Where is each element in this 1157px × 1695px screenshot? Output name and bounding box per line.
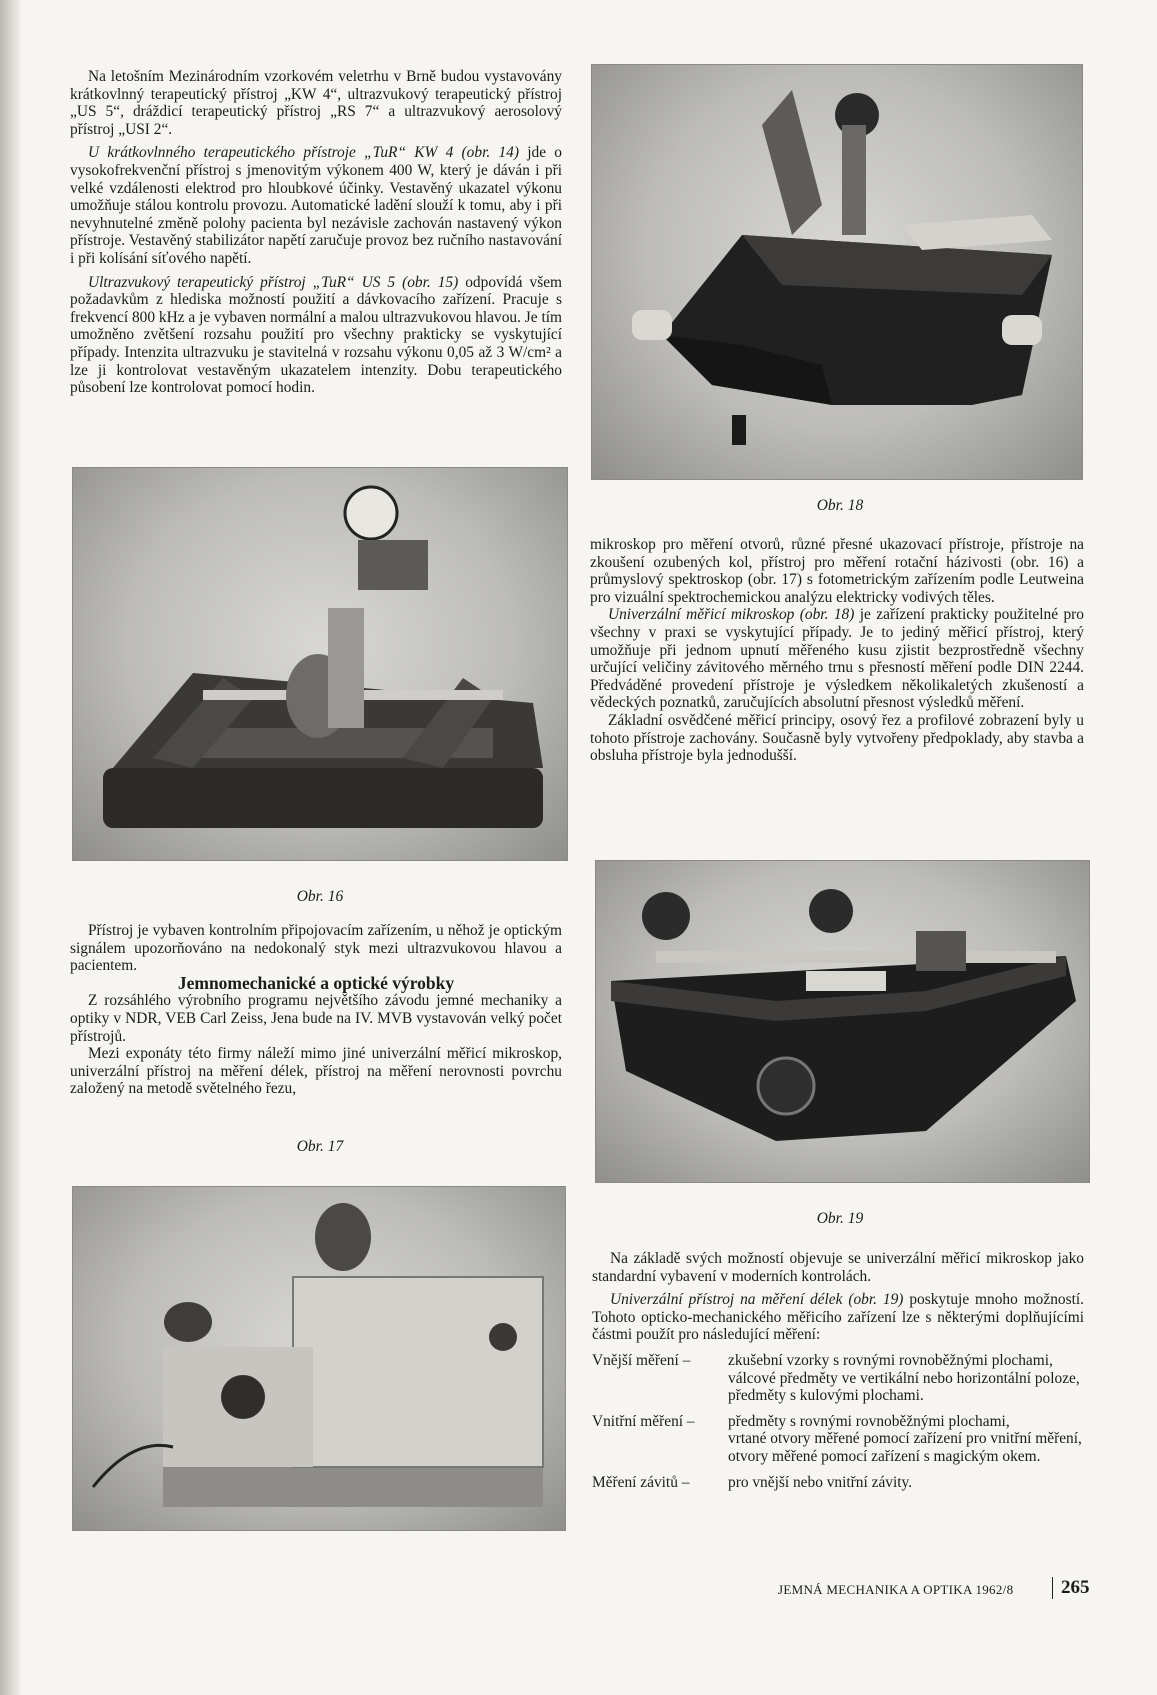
paragraph-zeiss: Z rozsáhlého výrobního programu největšího závodu jemné mechaniky a optiky v NDR, VEB Carl Zeiss, Jena bude na IV. MVB vystavován velký počet přístrojů. [70, 992, 562, 1045]
list-item [592, 1413, 1084, 1466]
list-term: Vnější měření – [592, 1351, 691, 1369]
caption-obr-16: Obr. 16 [296, 888, 344, 905]
paragraph-principles: Základní osvědčené měřicí principy, osový řez a profilové zobrazení byly u tohoto přístroje zachovány. Současně byly vytvořeny předpoklady, aby stavba a obsluha přístroje byla jednodušší. [590, 711, 1084, 765]
paragraph-kw4 [70, 144, 562, 267]
length-measuring-instrument-illustration [596, 861, 1089, 1182]
caption-obr-18: Obr. 18 [816, 497, 864, 514]
paragraph-exhibits: Mezi exponáty této firmy náleží mimo jiné univerzální měřicí mikroskop, univerzální přístroj na měření délek, přístroj na měření nerovnosti povrchu založený na metodě světelného řezu, [70, 1045, 562, 1098]
left-column-top [70, 68, 562, 397]
kw4-heading: U krátkovlnného terapeutického přístroje „TuR“ KW 4 (obr. 14) [88, 144, 519, 162]
photo-obr-16 [72, 467, 568, 861]
right-column-bottom [592, 1250, 1084, 1491]
us5-heading: Ultrazvukový terapeutický přístroj „TuR“ US 5 (obr. 15) [88, 273, 459, 291]
photo-obr-17 [72, 1186, 566, 1531]
caption-obr-17: Obr. 17 [296, 1138, 344, 1155]
list-item [592, 1474, 1084, 1492]
length-device-heading: Univerzální přístroj na měření délek (obr. 19) [610, 1291, 904, 1309]
list-item [592, 1352, 1084, 1405]
list-line: předměty s rovnými rovnoběžnými plochami, [728, 1412, 1010, 1430]
paragraph-length-device [592, 1291, 1084, 1344]
paragraph-standard: Na základě svých možností objevuje se univerzální měřicí mikroskop jako standardní vybavení v moderních kontrolách. [592, 1250, 1084, 1285]
list-term: Měření závitů – [592, 1473, 690, 1491]
list-description [728, 1352, 1084, 1405]
runout-tester-illustration [73, 468, 567, 860]
list-line: otvory měřené pomocí zařízení s magickým okem. [728, 1447, 1041, 1465]
list-description [728, 1474, 1084, 1492]
kw4-text: jde o vysokofrekvenční přístroj s jmenovitým výkonem 400 W, který je dáván i při velké vzdálenosti elektrod pro hloubkové účinky. Vestavěný ukazatel výkonu umožňuje stálou kontrolu provozu. Automatické ladění slouží k tomu, aby i při nevyhnutelné změně polohy pacienta byl nezávisle zachován nastavený výkon přístroje. Vestavěný stabilizátor napětí zaručuje provoz bez ručního nastavování i při kolísání síťového napětí. [70, 144, 562, 267]
list-line: pro vnější nebo vnitřní závity. [728, 1473, 913, 1491]
spectroscope-illustration [73, 1187, 565, 1530]
paragraph-control: Přístroj je vybaven kontrolním připojovacím zařízením, u něhož je optickým signálem upozorňováno na nedokonalý styk mezi ultrazvukovou hlavou a pacientem. [70, 922, 562, 975]
length-device-text: poskytuje mnoho možností. Tohoto opticko-mechanického měřicího zařízení lze s některými doplňujícími částmi použít pro následující měření: [592, 1291, 1084, 1344]
measuring-microscope-illustration [592, 65, 1082, 479]
page-number: 265 [1052, 1577, 1090, 1599]
microscope-text: je zařízení prakticky použitelné pro všechny v praxi se vyskytující případy. Je to jediný měřicí přístroj, který umožňuje při jednom upnutí měřeného kusu zjistit bezprostředně všechny určující veličiny závitového měrného trnu s přesností měření podle DIN 2244. Předváděné provedení přístroje je výsledkem několikaletých zkušeností a vědeckých poznatků, zaručujících absolutní přesnost výsledků měření. [590, 606, 1084, 712]
paragraph-intro: Na letošním Mezinárodním vzorkovém veletrhu v Brně budou vystavovány krátkovlnný terapeutický přístroj „KW 4“, ultrazvukový terapeutický přístroj „US 5“, dráždicí terapeutický přístroj „RS 7“ a ultrazvukový aerosolový přístroj „USI 2“. [70, 68, 562, 138]
list-line: předměty s kulovými plochami. [728, 1387, 924, 1405]
journal-footer: JEMNÁ MECHANIKA A OPTIKA 1962/8 [778, 1582, 1014, 1597]
right-column-top [590, 536, 1084, 765]
us5-text: odpovídá všem požadavkům z hlediska možností použití a dávkovacího zařízení. Pracuje s frekvencí 800 kHz a je vybaven normální a malou ultrazvukovou hlavou. Je tím umožněno zvětšení rozsahu použití pro všechny prakticky se vyskytující případy. Intenzita ultrazvuku je stavitelná v rozsahu výkonu 0,05 až 3 W/cm² a lze ji kontrolovat vestavěným ukazatelem intenzity. Dobu terapeutického působení lze kontrolovat pomocí hodin. [70, 273, 562, 397]
photo-obr-19 [595, 860, 1090, 1183]
list-line: zkušební vzorky s rovnými rovnoběžnými plochami, válcové předměty ve vertikální nebo horizontální poloze, [728, 1351, 1080, 1387]
list-line: vrtané otvory měřené pomocí zařízení pro vnitřní měření, [728, 1430, 1082, 1448]
list-term: Vnitřní měření – [592, 1412, 695, 1430]
list-description [728, 1413, 1084, 1466]
microscope-heading: Univerzální měřicí mikroskop (obr. 18) [608, 606, 855, 624]
caption-obr-19: Obr. 19 [816, 1210, 864, 1227]
photo-obr-18 [591, 64, 1083, 480]
measurement-list [592, 1352, 1084, 1491]
section-heading: Jemnomechanické a optické výrobky [177, 972, 455, 993]
left-column-middle [70, 922, 562, 1098]
page-gutter-shadow [0, 0, 22, 1695]
paragraph-us5 [70, 274, 562, 397]
paragraph-instruments: mikroskop pro měření otvorů, různé přesné ukazovací přístroje, přístroje na zkoušení ozubených kol, přístroj pro měření rotační házivosti (obr. 16) a průmyslový spektroskop (obr. 17) s fotometrickým zařízením podle Leutweina pro vizuální spektrochemickou analýzu elektricky vodivých těles. [590, 536, 1084, 606]
paragraph-microscope [590, 606, 1084, 712]
